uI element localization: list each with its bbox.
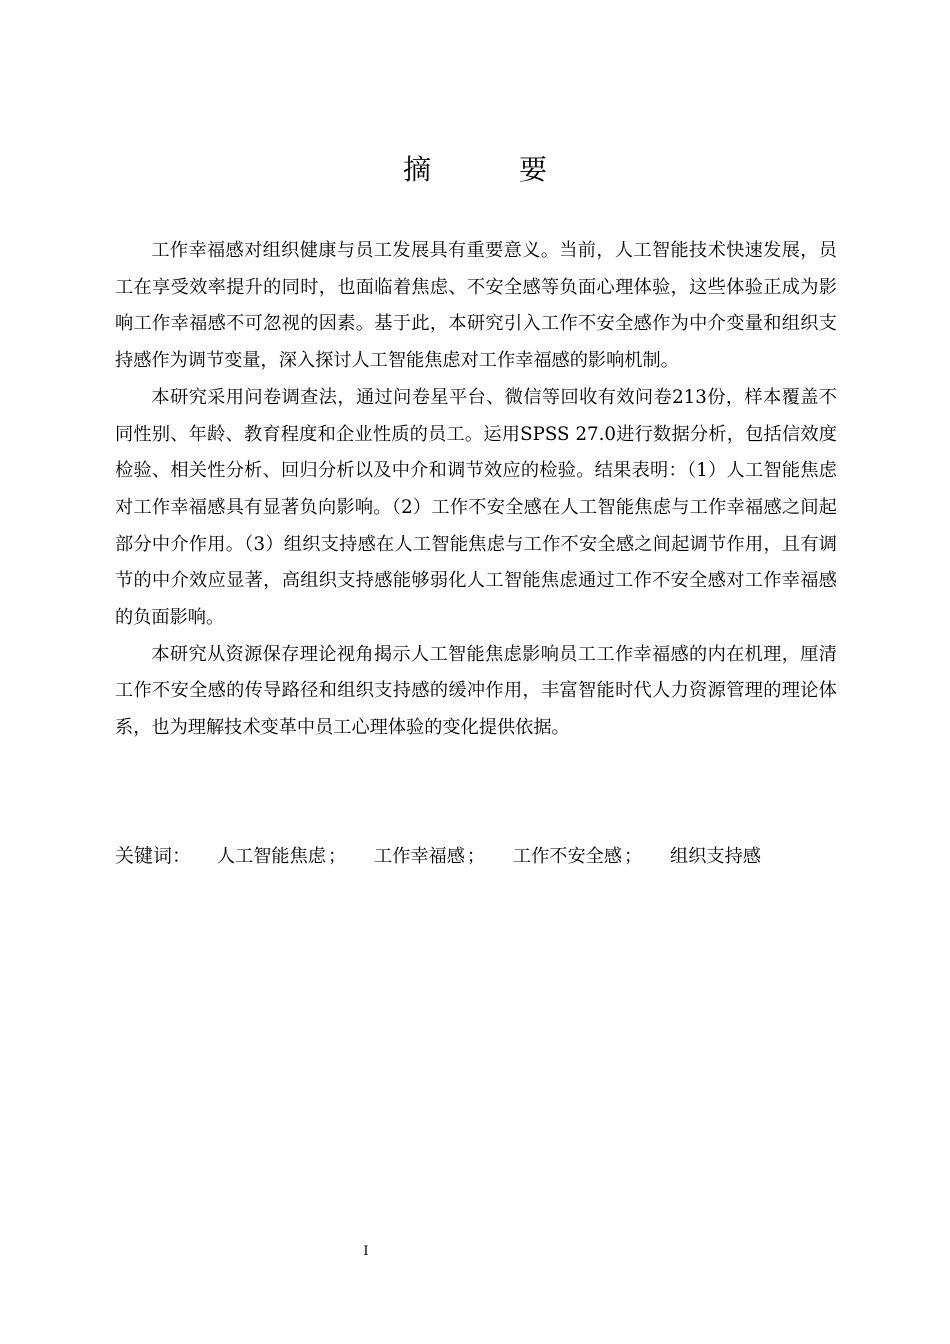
keywords-label: 关键词： [115,845,192,867]
abstract-paragraph-2: 本研究采用问卷调查法，通过问卷星平台、微信等回收有效问卷213份，样本覆盖不同性别、年龄、教育程度和企业性质的员工。运用SPSS 27.0进行数据分析，包括信效度检验、相关性分析、回归分析以及中介和调节效应的检验。结果表明：（1）人工智能焦虑对工作幸福感具有显著负向影响。（2）工作不安全感在人工智能焦虑与工作幸福感之间起部分中介作用。（3）组织支持感在人工智能焦虑与工作不安全感之间起调节作用，且有调节的中介效应显著，高组织支持感能够弱化人工智能焦虑通过工作不安全感对工作幸福感的负面影响。 [115,386,837,629]
abstract-paragraph-1: 工作幸福感对组织健康与员工发展具有重要意义。当前，人工智能技术快速发展，员工在享受效率提升的同时，也面临着焦虑、不安全感等负面心理体验，这些体验正成为影响工作幸福感不可忽视的因素。基于此，本研究引入工作不安全感作为中介变量和组织支持感作为调节变量，深入探讨人工智能焦虑对工作幸福感的影响机制。 [115,240,837,372]
abstract-paragraph-3: 本研究从资源保存理论视角揭示人工智能焦虑影响员工工作幸福感的内在机理，厘清工作不安全感的传导路径和组织支持感的缓冲作用，丰富智能时代人力资源管理的理论体系，也为理解技术变革中员工心理体验的变化提供依据。 [115,643,837,739]
keyword-4: 组织支持感 [670,846,761,867]
page-number: I [363,1244,369,1259]
abstract-title: 摘 要 [402,153,577,186]
keyword-separator: ； [466,846,486,867]
keywords-line [115,838,837,875]
keyword-separator: ； [624,846,643,867]
keyword-separator: ； [327,846,347,867]
keyword-3: 工作不安全感 [512,846,623,867]
abstract-body [115,233,837,747]
keyword-2: 工作幸福感 [373,846,465,867]
keyword-1: 人工智能焦虑 [216,846,326,867]
